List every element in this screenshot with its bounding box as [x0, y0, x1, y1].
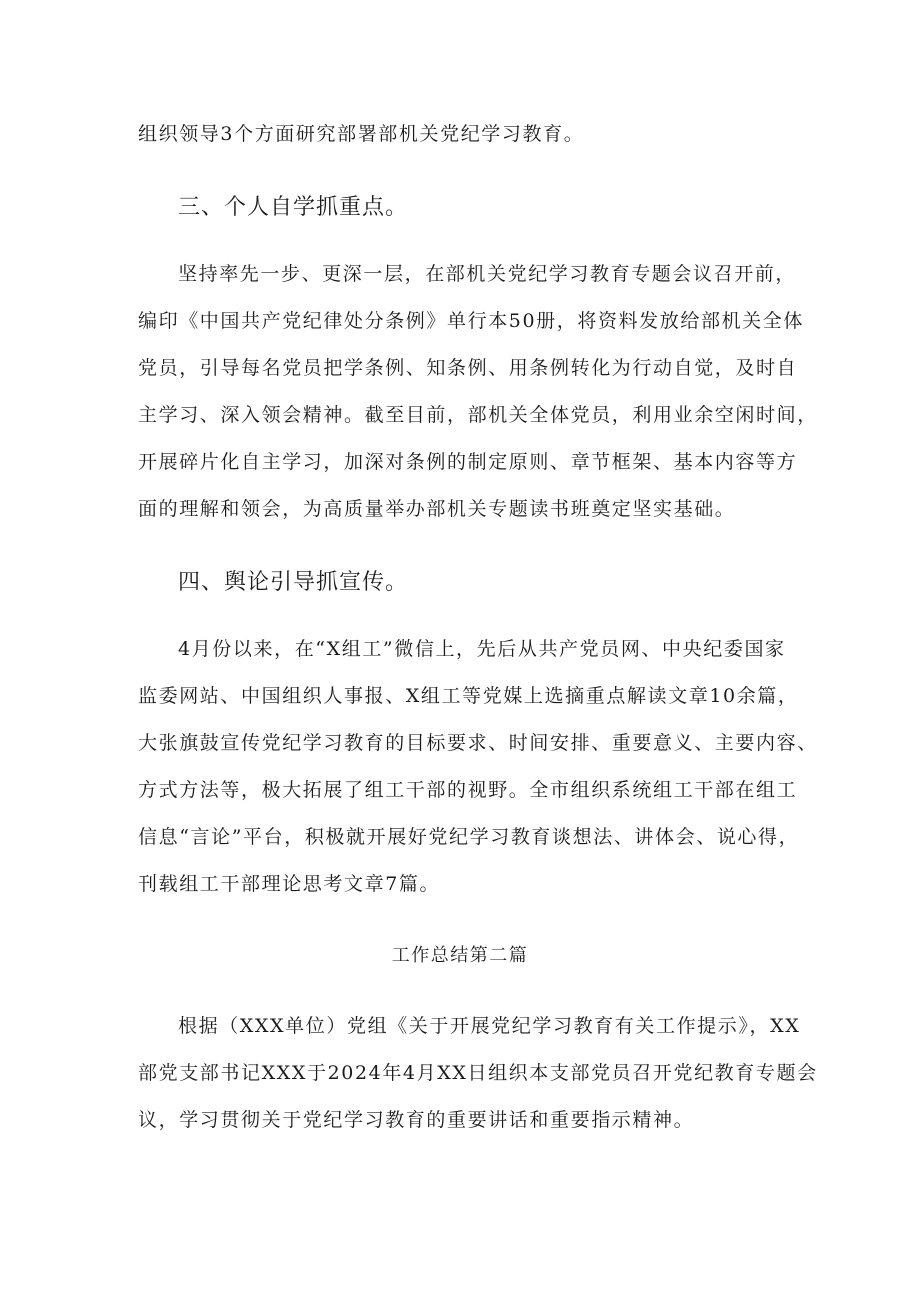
paragraph-line: 部党支部书记XXX于2024年4月XX日组织本支部党员召开党纪教育专题会 — [138, 1062, 818, 1084]
section3-heading: 三、个人自学抓重点。 — [178, 195, 409, 220]
paragraph-line: 4月份以来，在“X组工”微信上，先后从共产党员网、中央纪委国家 — [178, 638, 786, 660]
paragraph-line: 开展碎片化自主学习，加深对条例的制定原则、章节框架、基本内容等方 — [138, 451, 798, 473]
part2-title: 工作总结第二篇 — [391, 945, 529, 966]
paragraph-line: 编印《中国共产党纪律处分条例》单行本50册，将资料发放给部机关全体 — [138, 310, 804, 332]
paragraph-line: 议，学习贯彻关于党纪学习教育的重要讲话和重要指示精神。 — [138, 1109, 695, 1131]
paragraph-line: 主学习、深入领会精神。截至目前，部机关全体党员，利用业余空闲时间， — [138, 404, 818, 426]
paragraph-line: 党员，引导每名党员把学条例、知条例、用条例转化为行动自觉，及时自 — [138, 357, 798, 379]
paragraph-line: 大张旗鼓宣传党纪学习教育的目标要求、时间安排、重要意义、主要内容、 — [138, 732, 818, 754]
paragraph-line: 监委网站、中国组织人事报、X组工等党媒上选摘重点解读文章10余篇， — [138, 685, 799, 707]
intro-tail-line: 组织领导3个方面研究部署部机关党纪学习教育。 — [138, 123, 585, 145]
paragraph-line: 坚持率先一步、更深一层，在部机关党纪学习教育专题会议召开前， — [178, 263, 797, 285]
paragraph-line: 刊载组工干部理论思考文章7篇。 — [138, 873, 441, 895]
paragraph-line: 信息“言论”平台，积极就开展好党纪学习教育谈想法、讲体会、说心得， — [138, 826, 800, 848]
paragraph-line: 根据（XXX单位）党组《关于开展党纪学习教育有关工作提示》，XX — [178, 1015, 801, 1037]
paragraph-line: 面的理解和领会，为高质量举办部机关专题读书班奠定坚实基础。 — [138, 498, 736, 520]
section4-heading: 四、舆论引导抓宣传。 — [178, 570, 409, 595]
paragraph-line: 方式方法等，极大拓展了组工干部的视野。全市组织系统组工干部在组工 — [138, 779, 798, 801]
